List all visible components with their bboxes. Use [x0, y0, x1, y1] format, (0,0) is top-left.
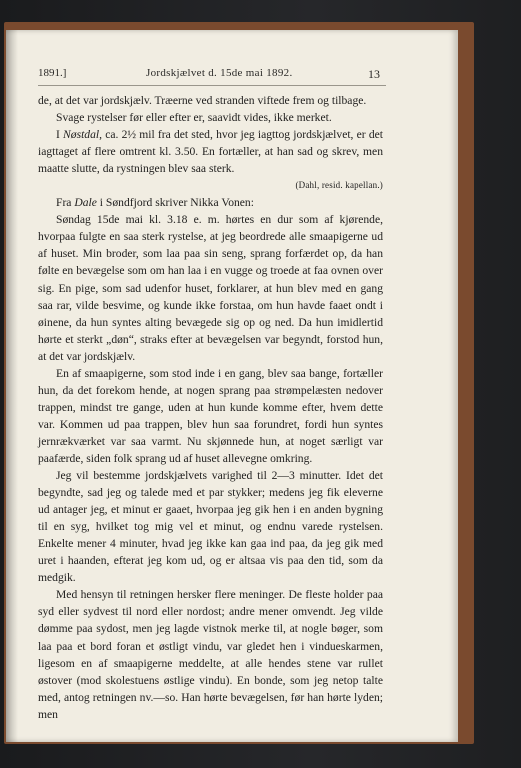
page-number: 13	[368, 67, 380, 81]
body-text	[38, 92, 383, 723]
place-name-nostdal: Nøstdal	[63, 128, 100, 142]
page-gutter-shadow	[6, 30, 18, 742]
paragraph-2: Svage rystelser før eller efter er, saavidt vides, ikke merket.	[56, 111, 332, 125]
paragraph-8: Med hensyn til retningen hersker flere meninger. De fleste holder paa syd eller sydvest til nord eller nordost; andre mener omvendt. Jeg vilde dømme paa sydost, men jeg lagde vistnok merke til, at nogle bøger, som laa paa et bord foran et østligt vindu, var gledet hen i vindueskarmen, ligesom en af smaapigerne meddelte, at alle hendes stene var rullet østover (mod skolestuens østlige vindu). En bonde, som jeg netop talte med, antog retningen nv.—so. Han hørte bevægelsen, før han hørte lyden; men	[38, 588, 383, 721]
signature: (Dahl, resid. kapellan.)	[295, 180, 383, 191]
header-year: 1891.]	[38, 67, 67, 79]
header-title: Jordskjælvet d. 15de mai 1892.	[146, 67, 293, 79]
paragraph-7: Jeg vil bestemme jordskjælvets varighed til 2—3 minutter. Idet det begyndte, sad jeg og talede med et par stykker; medens jeg fik eleverne ud antager jeg, et minut er gaaet, hvorpaa jeg gik hen i en anden bygning til en syg, hvilket tog mig vel et minut, og endnu varede rystelsen. Enkelte mener 4 minuter, hvad jeg ikke kan gaa ind paa, da jeg gik med uret i haanden, efterat jeg kom ud, og er altsaa vis paa den tid, som da medgik.	[38, 469, 383, 585]
paragraph-3: I Nøstdal, ca. 2½ mil fra det sted, hvor jeg iagttog jordskjælvet, er det iagttaget af flere omtrent kl. 3.50. En fortæller, at han sad og skrev, men maatte slutte, da rystningen blev saa sterk.	[38, 128, 383, 176]
paragraph-5: Søndag 15de mai kl. 3.18 e. m. hørtes en dur som af kjørende, hvorpaa fulgte en saa sterk rystelse, at jeg beordrede alle smaapigerne ud af huset. Min broder, som laa paa sin seng, sprang forfærdet op, da han følte en bevægelse som om han laa i en vugge og troede at faa ovnen over sig. En pige, som sad udenfor huset, forklarer, at hun blev med en gang saa rar, vilde besvime, og kunde ikke forstaa, om hun havde faaet ondt i øinene, da hun syntes alting bevægede sig op og ned. Da hun imidlertid hørte et sterkt „døn“, straks efter at bevægelsen var begyndt, forstod hun, at det var jordskjælv.	[38, 213, 383, 363]
place-name-dale: Dale	[74, 196, 97, 210]
paragraph-1: de, at det var jordskjælv. Træerne ved stranden viftede frem og tilbage.	[38, 94, 367, 107]
header-rule	[38, 85, 386, 86]
paragraph-4: Fra Dale i Søndfjord skriver Nikka Vonen:	[56, 196, 254, 210]
paragraph-6: En af smaapigerne, som stod inde i en gang, blev saa bange, fortæller hun, da det forekom hende, at nogen sprang paa strømpelæsten nedover trappen, mindst tre gange, uden at hun kunde komme efter, hvem dette var. Kommen ud paa trappen, blev hun saa forundret, fordi hun syntes jernrækværket var saa varmt. Nu skjønnede hun, at noget særligt var paafærde, siden folk sprang ud af huset allevegne omkring.	[38, 366, 383, 465]
